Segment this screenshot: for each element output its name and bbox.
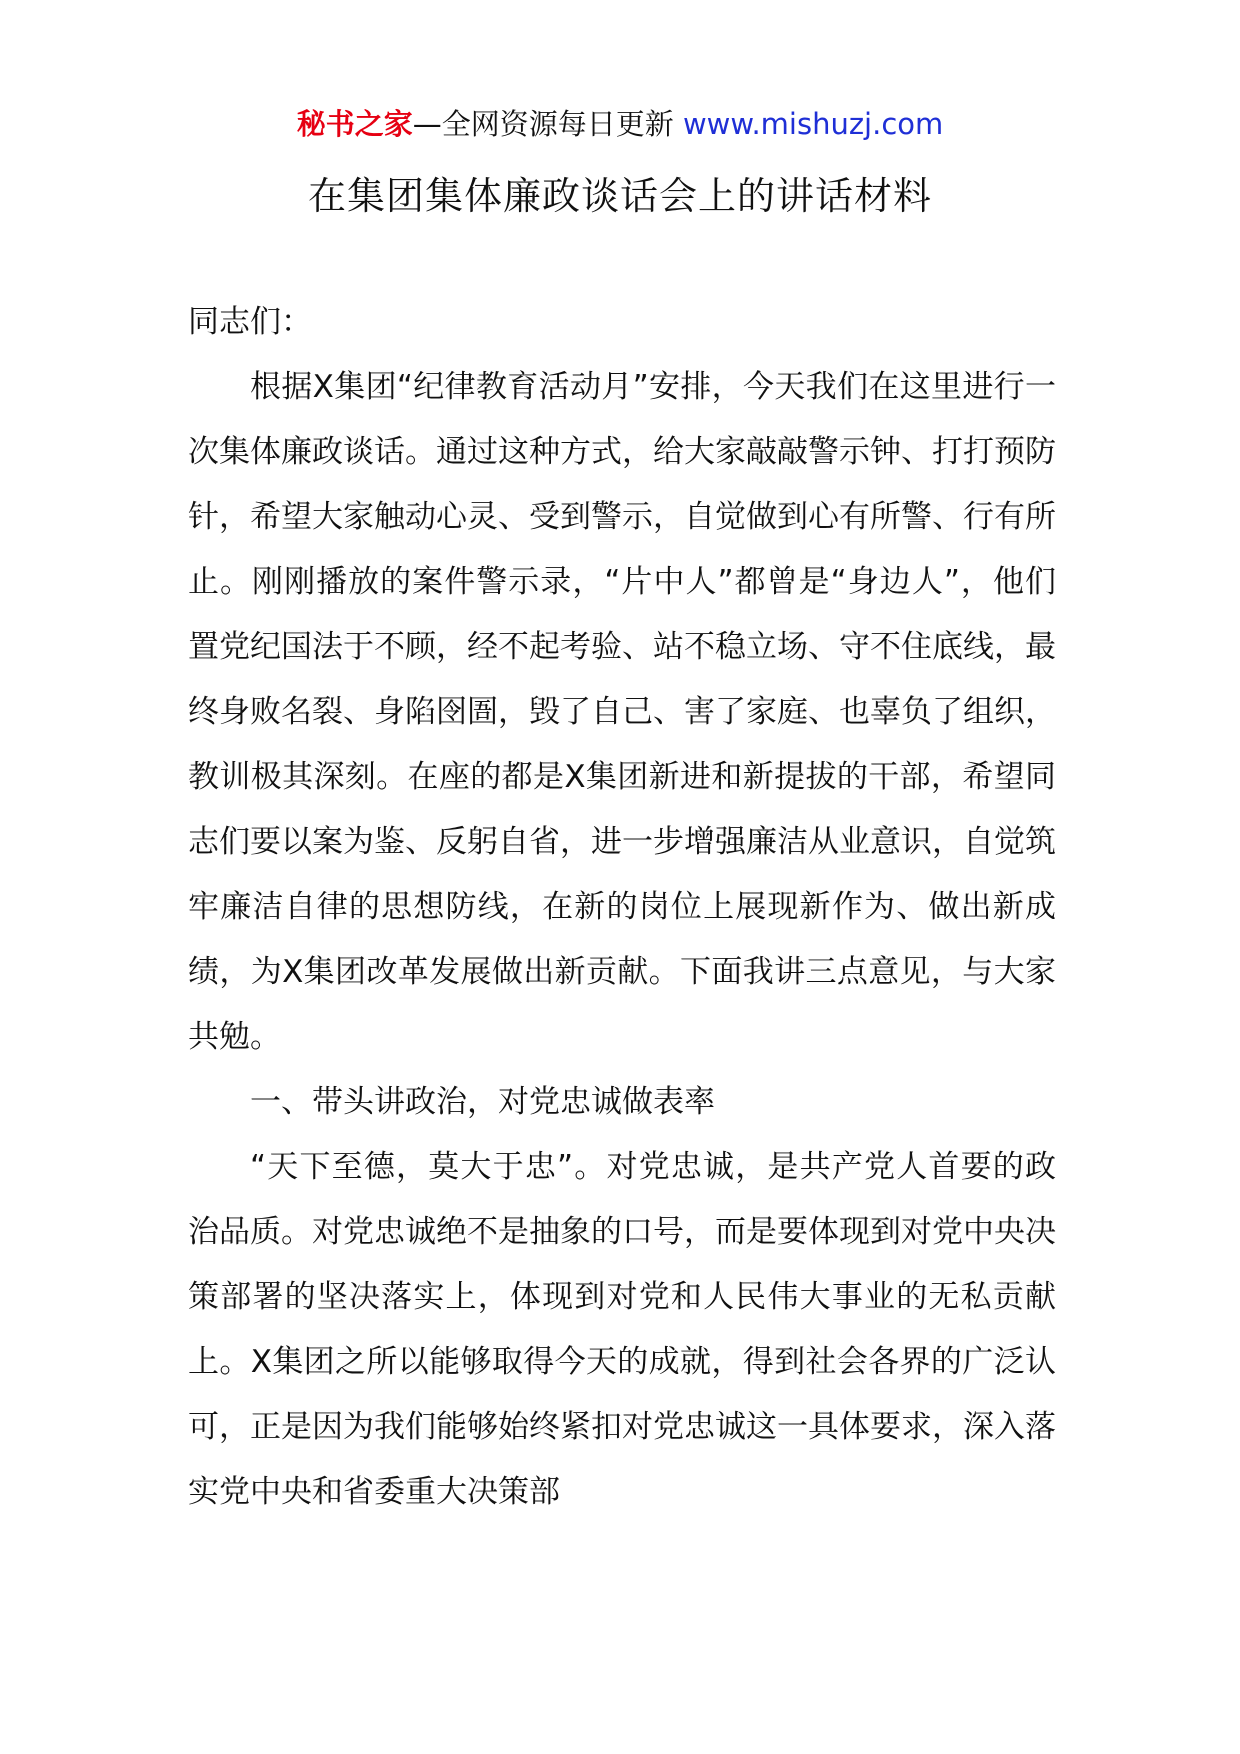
site-header [0, 102, 1240, 146]
section-heading: 一、带头讲政治，对党忠诚做表率 [250, 1084, 715, 1120]
site-url-link[interactable]: www.mishuzj.com [682, 107, 944, 141]
brand-name: 秘书之家 [296, 107, 413, 141]
salutation: 同志们： [188, 304, 312, 340]
paragraph: “天下至德，莫大于忠”。对党忠诚，是共产党人首要的政治品质。对党忠诚绝不是抽象的口号，而是要体现到对党中央决策部署的坚决落实上，体现到对党和人民伟大事业的无私贡献上。X集团之所以能够取得今天的成就，得到社会各界的广泛认可，正是因为我们能够始终紧扣对党忠诚这一具体要求，深入落实党中央和省委重大决策部 [188, 1149, 1056, 1510]
document-title: 在集团集体廉政谈话会上的讲话材料 [307, 174, 932, 218]
document-body [188, 290, 1056, 1525]
header-tagline: —全网资源每日更新 [412, 107, 674, 141]
paragraph: 根据X集团“纪律教育活动月”安排，今天我们在这里进行一次集体廉政谈话。通过这种方式，给大家敲敲警示钟、打打预防针，希望大家触动心灵、受到警示，自觉做到心有所警、行有所止。刚刚播放的案件警示录，“片中人”都曾是“身边人”，他们置党纪国法于不顾，经不起考验、站不稳立场、守不住底线，最终身败名裂、身陷囹圄，毁了自己、害了家庭、也辜负了组织，教训极其深刻。在座的都是X集团新进和新提拔的干部，希望同志们要以案为鉴、反躬自省，进一步增强廉洁从业意识，自觉筑牢廉洁自律的思想防线，在新的岗位上展现新作为、做出新成绩，为X集团改革发展做出新贡献。下面我讲三点意见，与大家共勉。 [188, 369, 1056, 1055]
